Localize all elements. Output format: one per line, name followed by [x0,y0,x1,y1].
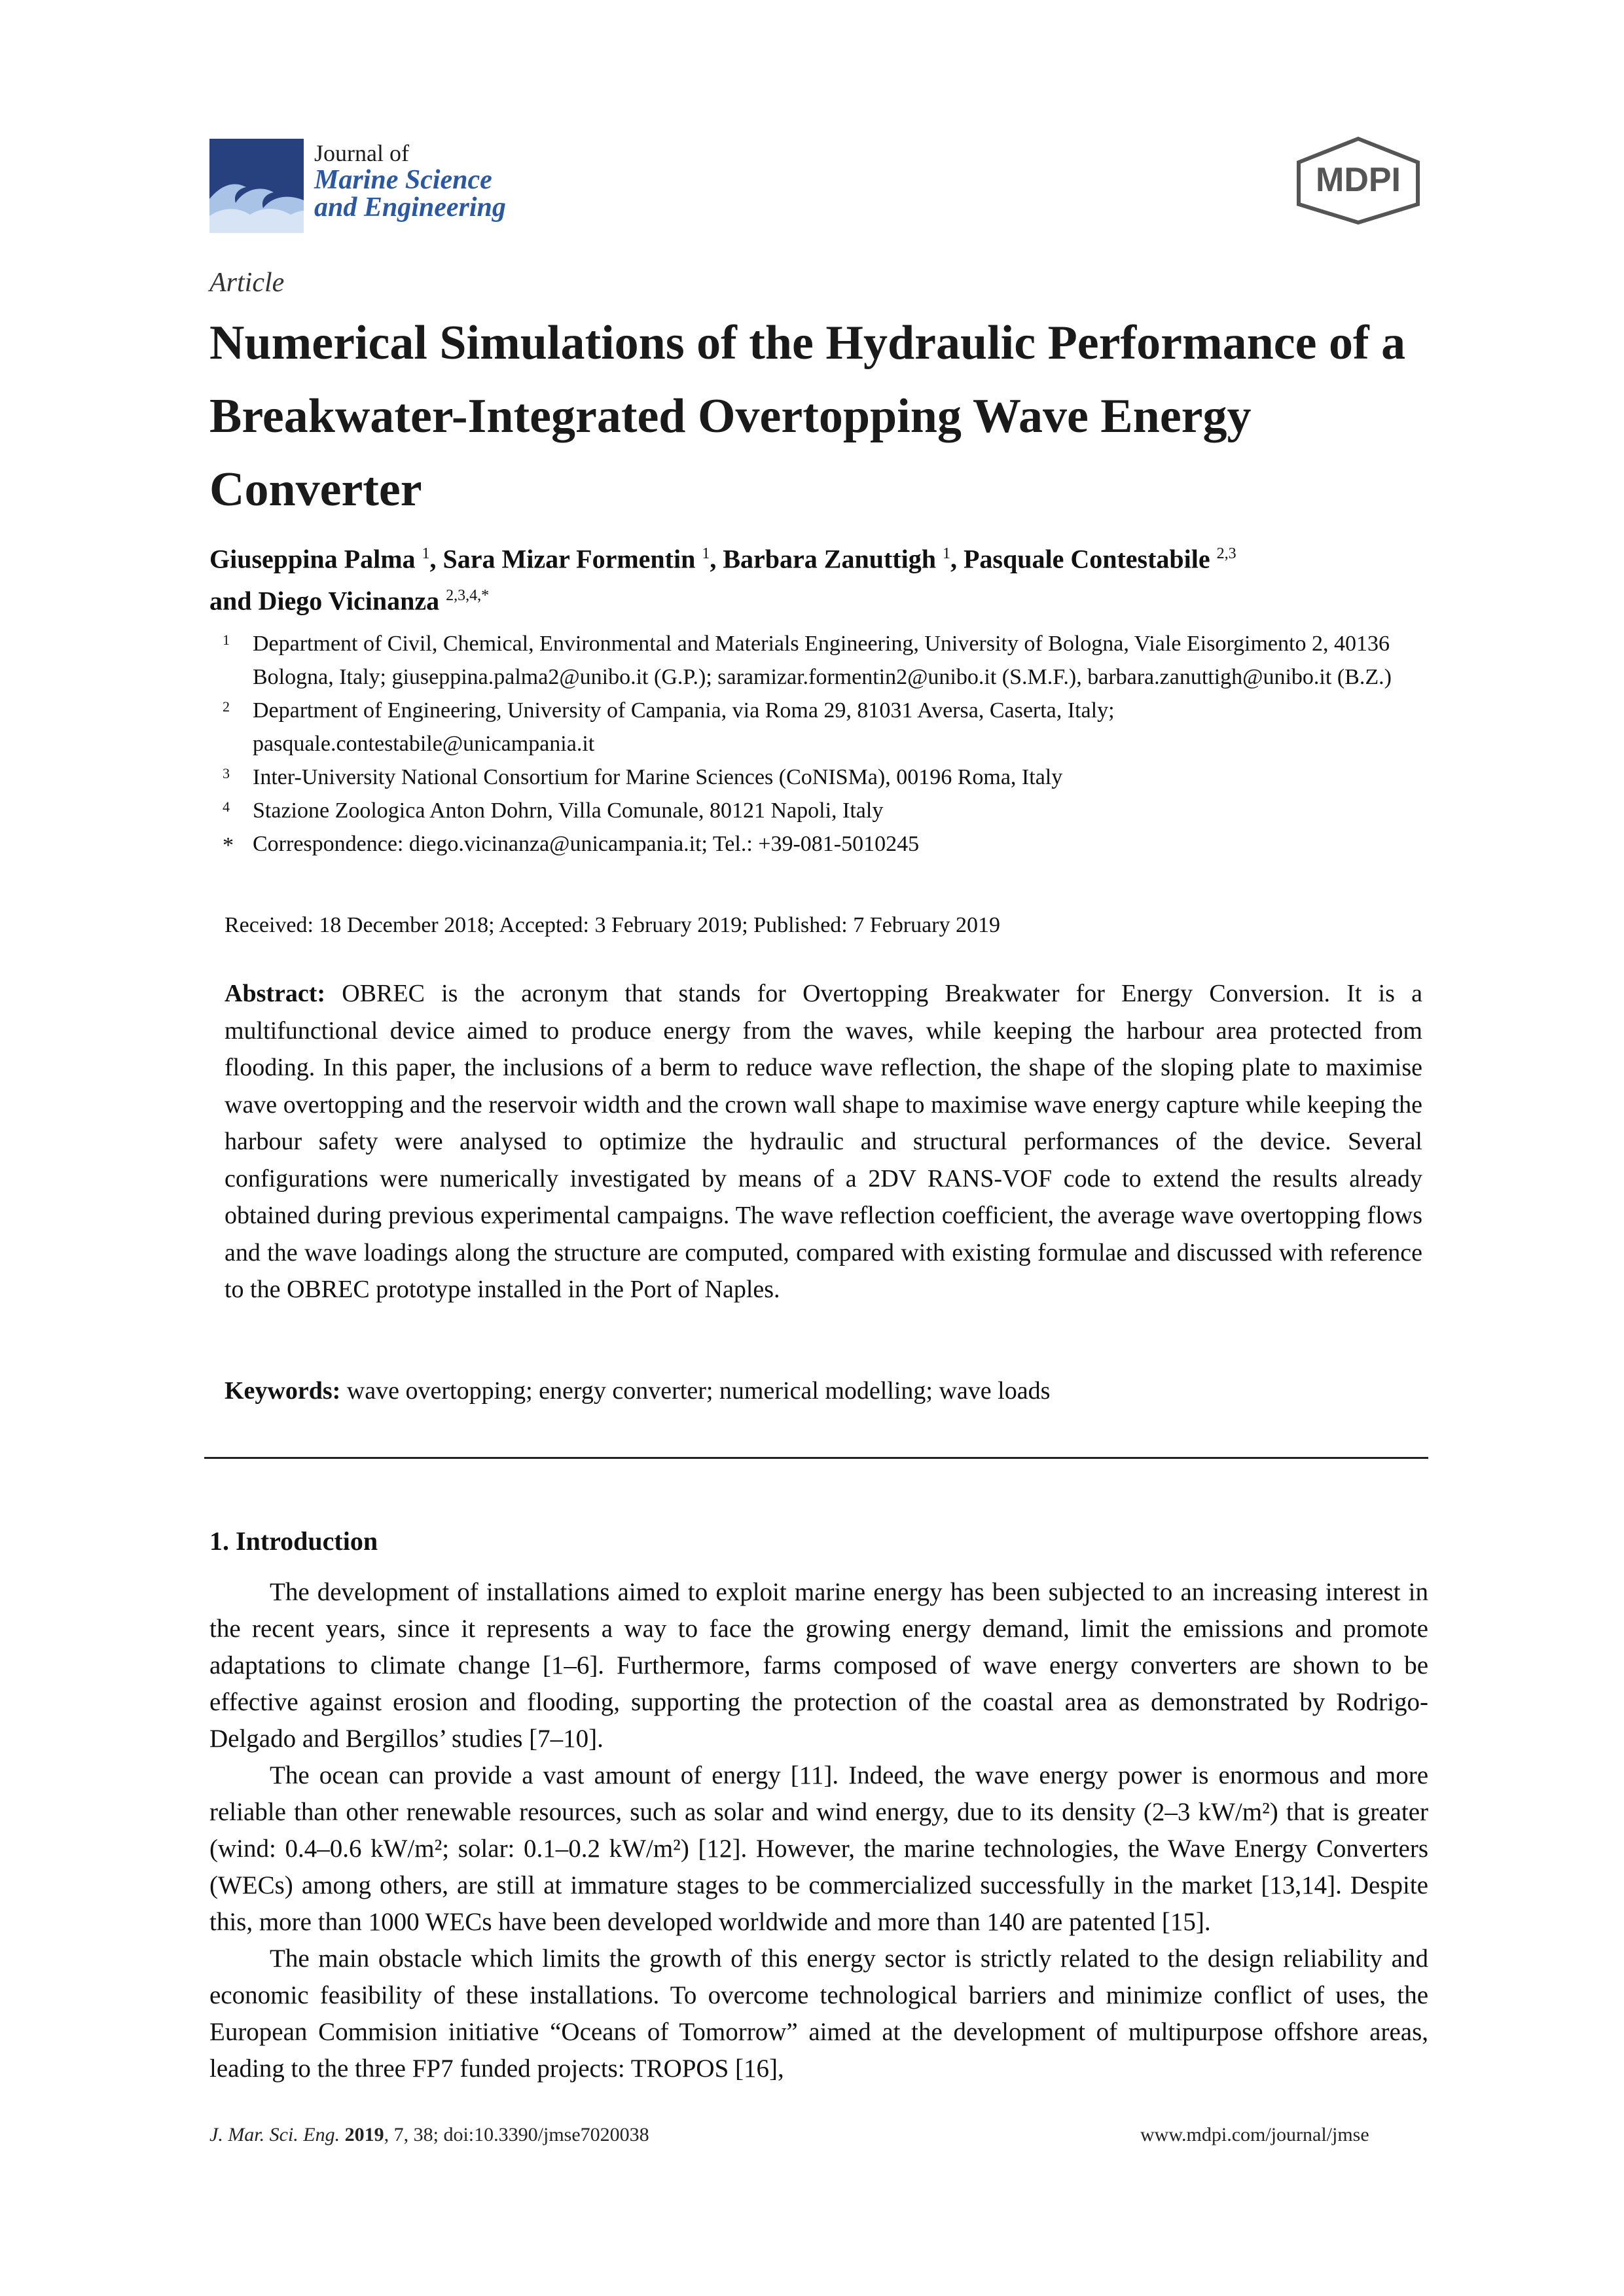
affiliation-text: Inter-University National Consortium for Marine Sciences (CoNISMa), 00196 Roma, Italy [253,765,1063,789]
journal-logo [209,139,537,237]
journal-name-line3: and Engineering [314,192,506,223]
author-name: Barbara Zanuttigh [723,544,943,574]
affiliation-text: Department of Engineering, University of Campania, via Roma 29, 81031 Aversa, Caserta, Italy; pasquale.contestabile@unicampania.it [253,698,1115,756]
affiliation-mark: 2 [223,698,230,715]
affiliation-text: Department of Civil, Chemical, Environmental and Materials Engineering, University of Bologna, Viale Eisorgimento 2, 40136 Bologna, Italy; giuseppina.palma2@unibo.it (G.P.); saramizar.formentin2@unibo.it (S.M.F.), barbara.zanuttigh@unibo.it (B.Z.) [253,632,1392,689]
section-body [209,1574,1428,2087]
affiliation-text: Correspondence: diego.vicinanza@unicampania.it; Tel.: +39-081-5010245 [253,832,920,856]
section-divider [204,1457,1428,1459]
author-affiliation-mark: 2,3 [1216,545,1236,562]
publication-dates: Received: 18 December 2018; Accepted: 3 February 2019; Published: 7 February 2019 [225,913,1000,937]
author-affiliation-mark: 1 [422,545,430,562]
author-affiliation-mark: 1 [942,545,950,562]
author-affiliation-mark: 1 [702,545,710,562]
author-separator: , [429,544,443,574]
journal-name [314,140,506,221]
paragraph: The main obstacle which limits the growth of this energy sector is strictly related to the design reliability and economic feasibility of these installations. To overcome technological barriers and minimize conflict of uses, the European Commision initiative “Oceans of Tomorrow” aimed at the development of multipurpose offshore areas, leading to the three FP7 funded projects: TROPOS [16], [209,1945,1428,2083]
author-name: Giuseppina Palma [209,544,422,574]
author-name: Sara Mizar Formentin [442,544,702,574]
affiliation-item [223,627,1447,694]
affiliation-item [223,761,1447,794]
affiliation-mark: 1 [223,632,230,648]
keywords [225,1376,1422,1405]
affiliation-text: Stazione Zoologica Anton Dohrn, Villa Comunale, 80121 Napoli, Italy [253,798,884,823]
section-heading: 1. Introduction [209,1526,378,1556]
abstract [225,975,1422,1308]
paragraph: The ocean can provide a vast amount of energy [11]. Indeed, the wave energy power is enormous and more reliable than other renewable resources, such as solar and wind energy, due to its density (2–3 kW/m²) that is greater (wind: 0.4–0.6 kW/m²; solar: 0.1–0.2 kW/m²) [12]. However, the marine technologies, the Wave Energy Converters (WECs) among others, are still at immature stages to be commercialized successfully in the market [13,14]. Despite this, more than 1000 WECs have been developed worldwide and more than 140 are patented [15]. [209,1761,1428,1936]
affiliation-mark: 4 [223,798,230,815]
footer-year: 2019 [344,2124,384,2145]
keywords-text: wave overtopping; energy converter; numerical modelling; wave loads [346,1377,1051,1405]
abstract-label: Abstract: [225,980,326,1007]
footer-citation [209,2124,649,2146]
paragraph: The development of installations aimed to exploit marine energy has been subjected to an increasing interest in the recent years, since it represents a way to face the growing energy demand, limit the emissions and promote adaptations to climate change [1–6]. Furthermore, farms composed of wave energy converters are shown to be effective against erosion and flooding, supporting the protection of the coastal area as demonstrated by Rodrigo-Delgado and Bergillos’ studies [7–10]. [209,1578,1428,1753]
affiliation-mark: * [223,833,234,857]
wave-logo-icon [209,139,304,233]
author-list [209,535,1453,620]
mdpi-logo [1288,136,1428,225]
affiliation-item [223,694,1447,761]
page-title: Numerical Simulations of the Hydraulic Performance of a Breakwater-Integrated Overtopping Wave Energy Converter [209,316,1406,516]
mdpi-logo-text: MDPI [1316,161,1401,199]
affiliations [223,627,1447,861]
abstract-text: OBREC is the acronym that stands for Overtopping Breakwater for Energy Conversion. It is a multifunctional device aimed to produce energy from the waves, while keeping the harbour area protected from flooding. In this paper, the inclusions of a berm to reduce wave reflection, the shape of the sloping plate to maximise wave overtopping and the reservoir width and the crown wall shape to maximise wave energy capture while keeping the harbour safety were analysed to optimize the hydraulic and structural performances of the device. Several configurations were numerically investigated by means of a 2DV RANS-VOF code to extend the results already obtained during previous experimental campaigns. The wave reflection coefficient, the average wave overtopping flows and the wave loadings along the structure are computed, compared with existing formulae and discussed with reference to the OBREC prototype installed in the Port of Naples. [225,980,1422,1303]
footer-journal-abbrev: J. Mar. Sci. Eng. [209,2124,340,2145]
footer-url[interactable]: www.mdpi.com/journal/jmse [1140,2124,1369,2145]
journal-name-line2: Marine Science [314,165,492,195]
footer-citation-rest: , 7, 38; doi:10.3390/jmse7020038 [384,2124,649,2145]
author-name: Pasquale Contestabile [963,544,1217,574]
author-affiliation-mark: 2,3,4,* [446,587,490,605]
author-separator: , [710,544,723,574]
affiliation-item [223,794,1447,827]
keywords-label: Keywords: [225,1377,341,1405]
author-separator: , [950,544,964,574]
affiliation-item [223,827,1447,861]
author-name: and Diego Vicinanza [209,586,446,616]
journal-name-line1: Journal of [314,140,409,166]
affiliation-mark: 3 [223,765,230,781]
article-type: Article [209,268,285,298]
